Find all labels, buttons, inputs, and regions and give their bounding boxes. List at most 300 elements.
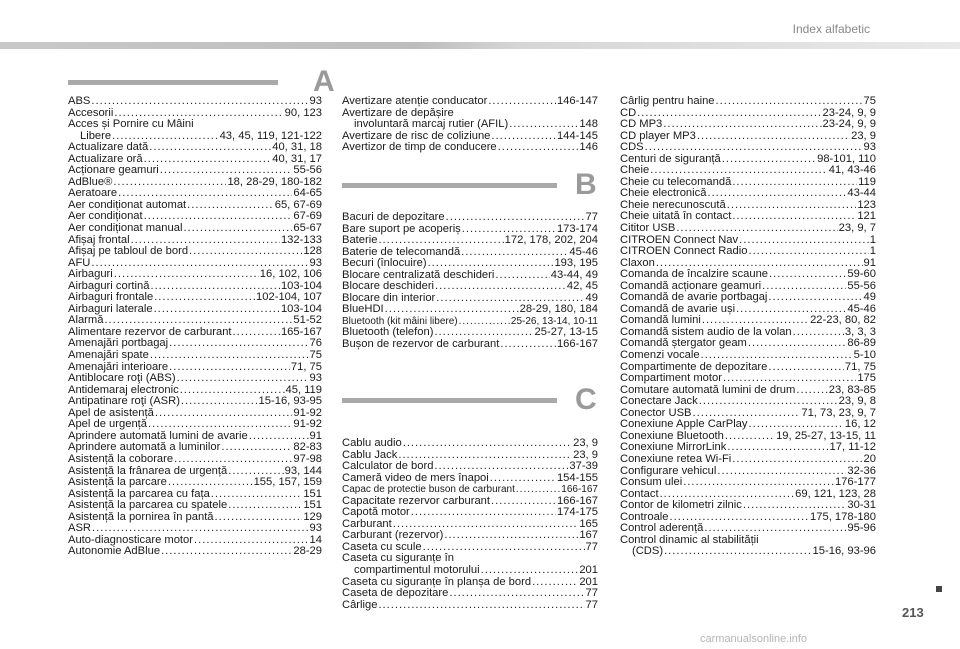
leader-dots: [228, 500, 302, 512]
page-references: 75: [309, 350, 322, 362]
page-references: 123: [857, 199, 876, 211]
index-entry: [342, 565, 598, 577]
page-references: 97-98: [293, 453, 322, 465]
page-references: 41, 43-46: [828, 165, 876, 177]
leader-dots: [114, 108, 283, 120]
index-term: ASR: [68, 523, 92, 535]
page-references: 22-23, 80, 82: [810, 315, 876, 327]
page-references: 77: [585, 212, 598, 223]
index-entry: [342, 553, 598, 565]
page-references: 15-16, 93-95: [258, 396, 322, 408]
index-entry: [68, 200, 322, 212]
index-term: Antipatinare roţi (ASR): [68, 396, 180, 408]
index-entry: [620, 396, 876, 408]
index-entry: [342, 247, 598, 259]
page-references: 148: [579, 119, 598, 131]
index-entry: [342, 224, 598, 236]
leader-dots: [403, 438, 572, 450]
index-entry: [342, 258, 598, 270]
page-references: 49: [585, 292, 598, 304]
leader-dots: [676, 223, 837, 235]
page-references: 93, 144: [284, 465, 322, 477]
index-term: Capotă motor: [342, 507, 410, 519]
index-term: Aer condiționat automat: [68, 199, 187, 211]
leader-dots: [796, 385, 827, 397]
watermark: carmanualsonline.info: [700, 633, 808, 645]
index-term: Bluetooth (telefon): [342, 327, 434, 339]
leader-dots: [768, 292, 862, 304]
leader-dots: [104, 315, 292, 327]
page-references: 77: [585, 599, 598, 611]
index-term: Autonomie AdBlue: [68, 546, 161, 558]
page-references: 165-167: [280, 326, 322, 338]
index-term: Cârlig pentru haine: [620, 96, 715, 107]
page-references: 55-56: [293, 165, 322, 177]
index-term: Acces și Pornire cu Mâini: [68, 119, 194, 131]
index-entry: [68, 489, 322, 501]
index-entry: [342, 304, 598, 316]
index-entry: [620, 535, 876, 547]
section-header-a: [68, 67, 335, 97]
page-references: 43, 45, 119, 121-122: [219, 130, 322, 142]
leader-dots: [177, 373, 309, 385]
index-term: Asistență la parcare: [68, 477, 167, 489]
index-entry: [620, 362, 876, 374]
index-term: Airbaguri cortină: [68, 280, 150, 292]
index-term: Avertizare de risc de coliziune: [342, 130, 491, 142]
index-term: Blocare din interior: [342, 292, 436, 304]
index-term: compartimentul motorului: [354, 565, 480, 577]
index-entry: [620, 338, 876, 350]
leader-dots: [500, 339, 556, 351]
index-entry: [68, 119, 322, 131]
index-term: Asistență la parcarea cu fața: [68, 488, 210, 500]
index-entry: [620, 408, 876, 420]
index-entry: [620, 131, 876, 143]
page-references: 25-26, 13-14, 10-11: [510, 315, 598, 327]
leader-dots: [793, 327, 844, 339]
index-entry: [68, 292, 322, 304]
index-term: Airbaguri: [68, 269, 113, 281]
leader-dots: [91, 258, 308, 270]
page-references: 176-177: [834, 477, 876, 489]
index-term: Comandă lumini: [620, 315, 701, 327]
index-entry: [342, 461, 598, 473]
index-entry: [342, 235, 598, 247]
page-references: 32-36: [847, 465, 876, 477]
index-term: Antiblocare roţi (ABS): [68, 373, 176, 385]
section-letter: B: [575, 168, 597, 201]
leader-dots: [423, 542, 585, 554]
page-references: 165: [579, 518, 598, 530]
page-references: 98-101, 110: [817, 153, 876, 165]
leader-dots: [491, 131, 556, 143]
leader-dots: [118, 188, 292, 200]
index-term: Caseta de depozitare: [342, 588, 449, 600]
index-entry: [68, 512, 322, 524]
page-references: 71, 73, 23, 9, 7: [801, 407, 876, 419]
index-entry: [620, 431, 876, 443]
leader-dots: [215, 512, 303, 524]
page-references: 91-92: [293, 407, 322, 419]
leader-dots: [462, 224, 556, 236]
leader-dots: [716, 96, 863, 108]
page-references: 71, 75: [290, 361, 322, 373]
leader-dots: [174, 454, 292, 466]
index-entry: [342, 588, 598, 600]
index-term: Conexiune MirrorLink: [620, 442, 727, 454]
index-entry: [68, 223, 322, 235]
index-entry: [620, 546, 876, 558]
leader-dots: [154, 304, 280, 316]
leader-dots: [459, 316, 510, 328]
section-letter: C: [575, 383, 597, 416]
page-references: 175: [857, 373, 876, 385]
leader-dots: [378, 235, 503, 247]
index-entry: [68, 281, 322, 293]
header-band-fade: [520, 42, 960, 49]
index-entry: [68, 385, 322, 397]
leader-dots: [149, 142, 271, 154]
leader-dots: [717, 466, 846, 478]
leader-dots: [490, 473, 556, 485]
leader-dots: [249, 431, 309, 443]
index-entry: [68, 454, 322, 466]
index-entry: [620, 235, 876, 247]
index-term: Apel de asistență: [68, 407, 154, 419]
page-references: 19, 25-27, 13-15, 11: [776, 430, 876, 442]
index-term: Baterie: [342, 235, 378, 247]
page-references: 14: [309, 534, 322, 546]
index-entry: [620, 281, 876, 293]
page-references: 172, 178, 202, 204: [504, 235, 598, 247]
leader-dots: [91, 96, 308, 108]
index-entry: [620, 246, 876, 258]
leader-dots: [181, 396, 258, 408]
page-references: 75: [863, 96, 876, 107]
page-references: 40, 31, 17: [272, 153, 322, 165]
index-entry: [620, 523, 876, 535]
page-references: 174-175: [556, 507, 598, 519]
leader-dots: [739, 235, 869, 247]
index-term: Afișaj pe tabloul de bord: [68, 246, 189, 258]
index-term: Cablu Jack: [342, 449, 398, 461]
leader-dots: [148, 419, 292, 431]
page-references: 129: [303, 511, 322, 523]
page-references: 23, 9: [573, 438, 598, 449]
index-term: Cheie uitată în contact: [620, 211, 732, 223]
leader-dots: [748, 338, 847, 350]
leader-dots: [168, 477, 253, 489]
leader-dots: [495, 270, 549, 282]
index-term: Cheie cu telecomandă: [620, 176, 732, 188]
index-term: CDS: [620, 142, 644, 154]
index-entry: [68, 108, 322, 120]
index-entry: [620, 96, 876, 108]
leader-dots: [509, 119, 578, 131]
index-term: Consum ulei: [620, 477, 683, 489]
index-term: Conectare Jack: [620, 396, 698, 408]
index-term: Alimentare rezervor de carburant: [68, 326, 232, 338]
index-term: Blocare centralizată deschideri: [342, 269, 495, 281]
index-entry: [68, 177, 322, 189]
index-term: Caseta cu scule: [342, 541, 422, 553]
index-term: CITROËN Connect Radio: [620, 246, 748, 258]
page-references: 90, 123: [284, 107, 322, 119]
index-term: ABS: [68, 96, 91, 107]
page-references: 166-167: [556, 339, 598, 351]
index-entry: [342, 473, 598, 485]
leader-dots: [112, 131, 218, 143]
index-entry: [620, 327, 876, 339]
page-references: 55-56: [847, 280, 876, 292]
index-entry: [342, 131, 598, 143]
index-term: Bușon de rezervor de carburant: [342, 339, 500, 351]
page-references: 91-92: [293, 419, 322, 431]
leader-dots: [707, 188, 846, 200]
index-entry: [342, 327, 598, 339]
index-term: Asistență la parcarea cu spatele: [68, 500, 228, 512]
page-references: 166-167: [561, 484, 598, 496]
leader-dots: [637, 108, 821, 120]
index-entry: [620, 500, 876, 512]
leader-dots: [114, 269, 259, 281]
index-term: CD MP3: [620, 119, 663, 131]
index-term: Actualizare dată: [68, 142, 149, 154]
index-term: Caseta cu siguranțe în: [342, 553, 454, 565]
leader-dots: [385, 304, 519, 316]
index-entry: [620, 477, 876, 489]
index-entry: [620, 442, 876, 454]
index-column-1: [68, 96, 322, 558]
leader-dots: [180, 385, 285, 397]
index-entry: [68, 246, 322, 258]
page-references: 1: [869, 246, 876, 258]
index-entry: [342, 496, 598, 508]
index-entry: [68, 500, 322, 512]
index-term: Baterie de telecomandă: [342, 246, 461, 258]
index-term: Compartiment motor: [620, 373, 722, 385]
page-references: 45-46: [847, 303, 876, 315]
leader-dots: [699, 396, 838, 408]
leader-dots: [702, 315, 809, 327]
index-term: Conexiune Bluetooth: [620, 430, 724, 442]
index-term: BlueHDI: [342, 304, 384, 316]
page-references: 93: [309, 96, 322, 107]
index-term: (CDS): [632, 546, 664, 558]
index-term: AFU: [68, 257, 91, 269]
leader-dots: [444, 530, 578, 542]
leader-dots: [449, 588, 584, 600]
leader-dots: [434, 461, 568, 473]
page-references: 91: [863, 257, 876, 269]
leader-dots: [645, 142, 863, 154]
index-entry: [342, 316, 598, 328]
index-term: Amenajări portbagaj: [68, 338, 169, 350]
leader-dots: [194, 535, 309, 547]
index-term: Comenzi vocale: [620, 350, 700, 362]
index-term: Capacitate rezervor carburant: [342, 495, 490, 507]
leader-dots: [727, 442, 828, 454]
index-term: Calculator de bord: [342, 461, 434, 473]
page-references: 23, 9: [851, 130, 876, 142]
leader-dots: [516, 484, 560, 496]
section-header-b: [342, 170, 597, 200]
page-references: 43-44, 49: [550, 269, 598, 281]
section-rule: [68, 80, 278, 85]
index-entry: [68, 523, 322, 535]
page-references: 15-16, 93-96: [812, 546, 876, 558]
page-references: 175, 178-180: [810, 511, 876, 523]
leader-dots: [113, 177, 226, 189]
leader-dots: [532, 577, 578, 589]
page-references: 16, 12: [844, 419, 876, 431]
page-references: 69, 121, 123, 28: [795, 488, 876, 500]
leader-dots: [704, 523, 846, 535]
index-entry: [620, 350, 876, 362]
index-entry: [620, 315, 876, 327]
leader-dots: [481, 565, 579, 577]
leader-dots: [434, 327, 533, 339]
bullet-marker: [936, 586, 942, 592]
index-entry: [620, 454, 876, 466]
index-term: Afișaj frontal: [68, 234, 130, 246]
index-term: Aprindere automată lumini de avarie: [68, 430, 248, 442]
index-term: AdBlue®: [68, 176, 113, 188]
page-references: 49: [863, 292, 876, 304]
index-term: Auto-diagnosticare motor: [68, 534, 193, 546]
index-entry: [68, 396, 322, 408]
index-entry: [620, 142, 876, 154]
index-entry: [342, 530, 598, 542]
index-entry: [620, 188, 876, 200]
leader-dots: [436, 293, 584, 305]
index-term: Caseta cu siguranțe în planșa de bord: [342, 576, 532, 588]
index-term: Airbaguri frontale: [68, 292, 154, 304]
index-entry: [342, 339, 598, 351]
page-references: 51-52: [293, 315, 322, 327]
page-references: 166-167: [556, 495, 598, 507]
index-entry: [620, 108, 876, 120]
index-entry: [620, 466, 876, 478]
index-entry: [68, 165, 322, 177]
page-references: 43-44: [847, 188, 876, 200]
index-term: Cheie: [620, 165, 650, 177]
page-number: 213: [902, 605, 924, 620]
index-term: Cheie nerecunoscută: [620, 199, 726, 211]
index-entry: [620, 154, 876, 166]
index-term: Contact: [620, 488, 659, 500]
index-term: Control aderență: [620, 523, 704, 535]
index-entry: [68, 96, 322, 108]
index-entry: [342, 542, 598, 554]
index-term: Compartimente de depozitare: [620, 361, 768, 373]
leader-dots: [221, 442, 292, 454]
page-references: 18, 28-29, 180-182: [227, 176, 322, 188]
index-entry: [68, 188, 322, 200]
index-term: Blocare deschideri: [342, 281, 435, 293]
page-references: 30-31: [847, 500, 876, 512]
leader-dots: [150, 350, 309, 362]
page-references: 40, 31, 18: [272, 142, 322, 154]
index-term: Actualizare oră: [68, 153, 143, 165]
page-references: 102-104, 107: [256, 292, 322, 304]
index-term: involuntară marcaj rutier (AFIL): [354, 119, 509, 131]
page-references: 155, 157, 159: [253, 477, 322, 489]
index-term: Capac de protectie buson de carburant: [342, 484, 515, 496]
index-entry: [68, 466, 322, 478]
index-entry: [68, 546, 322, 558]
page-references: 3, 3, 3: [844, 326, 876, 338]
page-references: 28-29: [293, 546, 322, 558]
index-entry: [68, 258, 322, 270]
index-term: Controale: [620, 511, 669, 523]
index-term: Asistență la frânarea de urgență: [68, 465, 228, 477]
leader-dots: [693, 408, 801, 420]
index-entry: [342, 270, 598, 282]
index-entry: [620, 512, 876, 524]
index-term: Comandă sistem audio de la volan: [620, 326, 792, 338]
page-references: 132-133: [280, 234, 322, 246]
index-term: Comandă acționare geamuri: [620, 280, 762, 292]
index-entry: [342, 438, 598, 450]
index-entry: [68, 373, 322, 385]
index-term: Avertizare de depășire: [342, 107, 454, 119]
leader-dots: [92, 523, 309, 535]
index-term: Cameră video de mers înapoi: [342, 472, 489, 484]
page-references: 146: [579, 142, 598, 154]
leader-dots: [144, 154, 272, 166]
leader-dots: [732, 454, 862, 466]
page-references: 71, 75: [844, 361, 876, 373]
index-entry: [620, 165, 876, 177]
index-term: Comanda de încalzire scaune: [620, 269, 769, 281]
section-header-c: [342, 385, 597, 415]
index-entry: [68, 315, 322, 327]
index-term: Aer condiționat: [68, 211, 143, 223]
index-term: Bluetooth (kit mâini libere): [342, 315, 458, 327]
index-term: Asistență la pornirea în pantă: [68, 511, 214, 523]
leader-dots: [183, 223, 292, 235]
leader-dots: [663, 119, 821, 131]
leader-dots: [723, 373, 856, 385]
leader-dots: [664, 546, 811, 558]
leader-dots: [160, 165, 293, 177]
section-letter: A: [313, 65, 335, 98]
index-term: Amenajări interioare: [68, 361, 169, 373]
leader-dots: [446, 212, 585, 224]
index-entry: [68, 408, 322, 420]
index-entry: [620, 304, 876, 316]
index-term: Cârlige: [342, 599, 378, 611]
index-term: Aer condiționat manual: [68, 223, 183, 235]
page-references: 93: [309, 373, 322, 385]
page-references: 1: [869, 234, 876, 246]
leader-dots: [169, 338, 308, 350]
page-references: 167: [579, 530, 598, 542]
index-term: Comandă de avarie uși: [620, 303, 736, 315]
index-term: Cititor USB: [620, 223, 676, 235]
index-column-2-b: [342, 212, 598, 351]
index-term: Carburant: [342, 518, 392, 530]
leader-dots: [743, 500, 847, 512]
leader-dots: [727, 200, 857, 212]
index-term: Comandă ștergator geam: [620, 338, 747, 350]
leader-dots: [488, 96, 556, 108]
index-term: Carburant (rezervor): [342, 530, 444, 542]
page-references: 82-83: [293, 442, 322, 454]
index-entry: [620, 223, 876, 235]
